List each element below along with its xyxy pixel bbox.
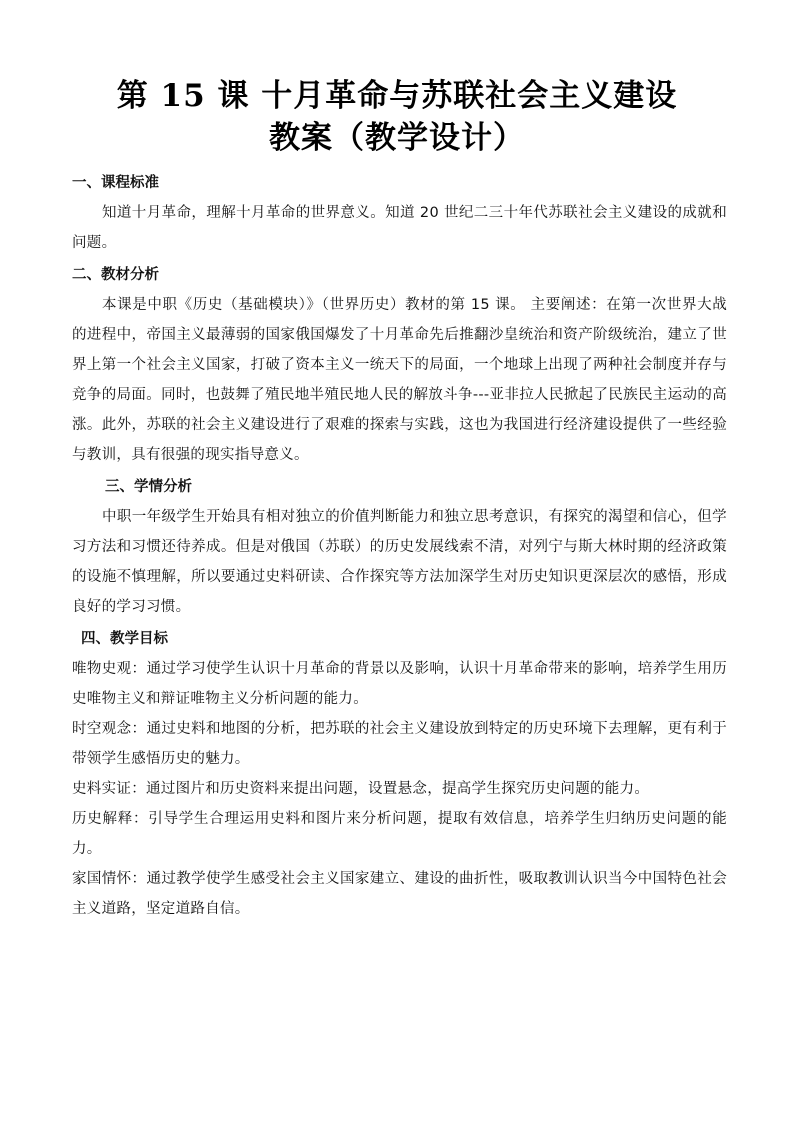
section-text-standard: 知道十月革命，理解十月革命的世界意义。知道 20 世纪二三十年代苏联社会主义建设的成就和问题。 bbox=[72, 205, 727, 251]
objective-label: 史料实证： bbox=[72, 781, 146, 797]
objective-text: 通过史料和地图的分析，把苏联的社会主义建设放到特定的历史环境下去理解，更有利于带领学生感悟历史的魅力。 bbox=[72, 721, 728, 767]
section-heading-textbook: 二、教材分析 bbox=[72, 267, 159, 283]
document-subtitle: 教案（教学设计） bbox=[269, 120, 525, 156]
objective-item bbox=[72, 864, 727, 924]
objective-label: 历史解释： bbox=[72, 811, 149, 827]
objective-text: 通过学习使学生认识十月革命的背景以及影响，认识十月革命带来的影响，培养学生用历史唯物主义和辩证唯物主义分析问题的能力。 bbox=[72, 661, 728, 707]
objective-text: 通过教学使学生感受社会主义国家建立、建设的曲折性，吸取教训认识当今中国特色社会主义道路，坚定道路自信。 bbox=[72, 871, 728, 917]
section-heading-students: 三、学情分析 bbox=[105, 479, 192, 495]
section-text-textbook: 本课是中职《历史（基础模块）》（世界历史）教材的第 15 课。 主要阐述：在第一次世界大战的进程中，帝国主义最薄弱的国家俄国爆发了十月革命先后推翻沙皇统治和资产阶级统治，建立了世界上第一个社会主义国家，打破了资本主义一统天下的局面，一个地球上出现了两种社会制度并存与竞争的局面。同时，也鼓舞了殖民地半殖民地人民的解放斗争---亚非拉人民掀起了民族民主运动的高涨。此外，苏联的社会主义建设进行了艰难的探索与实践，这也为我国进行经济建设提供了一些经验与教训，具有很强的现实指导意义。 bbox=[72, 297, 727, 463]
objective-item bbox=[72, 654, 727, 714]
objective-label: 时空观念： bbox=[72, 721, 147, 737]
section-heading-standard: 一、课程标准 bbox=[72, 175, 159, 191]
section-text-students: 中职一年级学生开始具有相对独立的价值判断能力和独立思考意识，有探究的渴望和信心，但学习方法和习惯还待养成。但是对俄国（苏联）的历史发展线索不清，对列宁与斯大林时期的经济政策的设施不慎理解，所以要通过史料研读、合作探究等方法加深学生对历史知识更深层次的感悟，形成良好的学习习惯。 bbox=[72, 509, 727, 615]
objective-label: 家国情怀： bbox=[72, 871, 147, 887]
document-body bbox=[72, 168, 727, 924]
objective-item bbox=[72, 714, 727, 774]
objective-text: 通过图片和历史资料来提出问题，设置悬念，提高学生探究历史问题的能力。 bbox=[146, 781, 650, 797]
objective-item bbox=[72, 774, 727, 804]
objective-text: 引导学生合理运用史料和图片来分析问题，提取有效信息，培养学生归纳历史问题的能力。 bbox=[72, 811, 727, 857]
objective-item bbox=[72, 804, 727, 864]
section-heading-objectives: 四、教学目标 bbox=[81, 631, 168, 647]
document-title: 第 15 课 十月革命与苏联社会主义建设 bbox=[116, 78, 678, 114]
objective-label: 唯物史观： bbox=[72, 661, 147, 677]
